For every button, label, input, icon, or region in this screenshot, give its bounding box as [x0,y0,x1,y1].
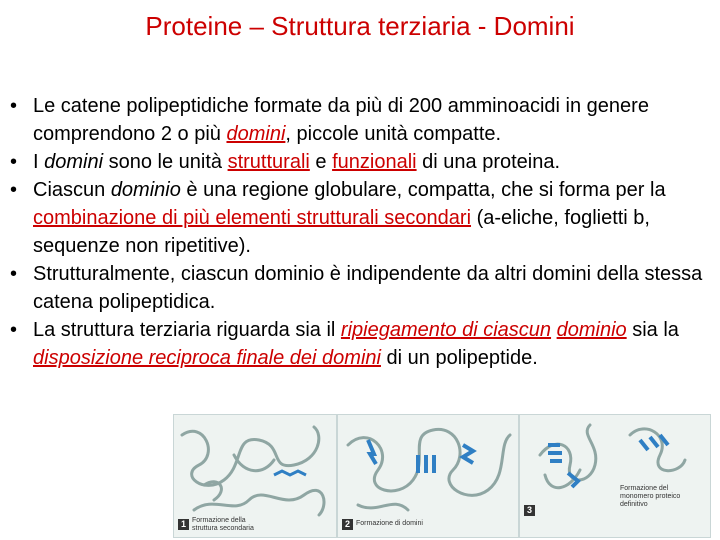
term-dominio: dominio [556,319,627,341]
bullet-text: è una regione globulare, compatta, che si forma per la [180,179,666,201]
term-disposizione: disposizione reciproca finale dei domini [33,347,381,369]
bullet-text: e [309,151,333,173]
panel-number: 2 [342,519,353,530]
bullet-list [8,92,708,372]
bullet-text: Ciascun [33,179,111,201]
term-funzionali: funzionali [332,151,417,173]
bullet-marker: • [10,179,18,201]
term-domini: domini [226,123,286,145]
bullet-text: sia la [626,319,679,341]
panel-caption: Formazione di domini [356,520,423,527]
panel-number: 3 [524,505,535,516]
bullet-marker: • [10,319,18,341]
bullet-marker: • [10,263,18,285]
protein-folding-figure [165,414,713,536]
bullet-text: Le catene polipeptidiche formate da più di 200 amminoacidi in genere comprendono 2 o più [33,95,649,145]
bullet-text: (a-eliche, foglietti b, sequenze non ripetitive). [33,207,650,257]
bullet-marker: • [10,151,18,173]
term-strutturali: strutturali [227,151,310,173]
bullet-text: , piccole unità compatte. [285,123,502,145]
panel-caption: Formazione della struttura secondaria [192,517,254,532]
term-domini: domini [44,151,104,173]
bullet-text: sono le unità [103,151,228,173]
bullet-item [8,316,708,372]
bullet-item [8,92,708,148]
bullet-item [8,176,708,260]
bullet-text: di una proteina. [416,151,561,173]
bullet-text: La struttura terziaria riguarda sia il [33,319,341,341]
term-ripiegamento: ripiegamento di ciascun [340,319,552,341]
term-dominio: dominio [110,179,181,201]
bullet-item [8,148,708,176]
bullet-text: I [33,151,45,173]
figure-panel-secondary-structure [173,414,337,538]
panel-number: 1 [178,519,189,530]
folded-protein-illustration [520,415,710,537]
bullet-text: di un polipeptide. [380,347,538,369]
slide-title: Proteine – Struttura terziaria - Domini [145,11,575,41]
bullet-marker: • [10,95,18,117]
figure-panel-domain-formation [337,414,519,538]
bullet-item [8,260,708,316]
panel-caption: Formazione del monomero proteico definitivo [620,485,681,508]
domain-formation-illustration [338,415,518,537]
figure-panel-final-monomer [519,414,711,538]
term-combinazione: combinazione di più elementi strutturali secondari [33,207,472,229]
bullet-text: Strutturalmente, ciascun dominio è indipendente da altri domini della stessa catena polipeptidica. [33,263,703,313]
